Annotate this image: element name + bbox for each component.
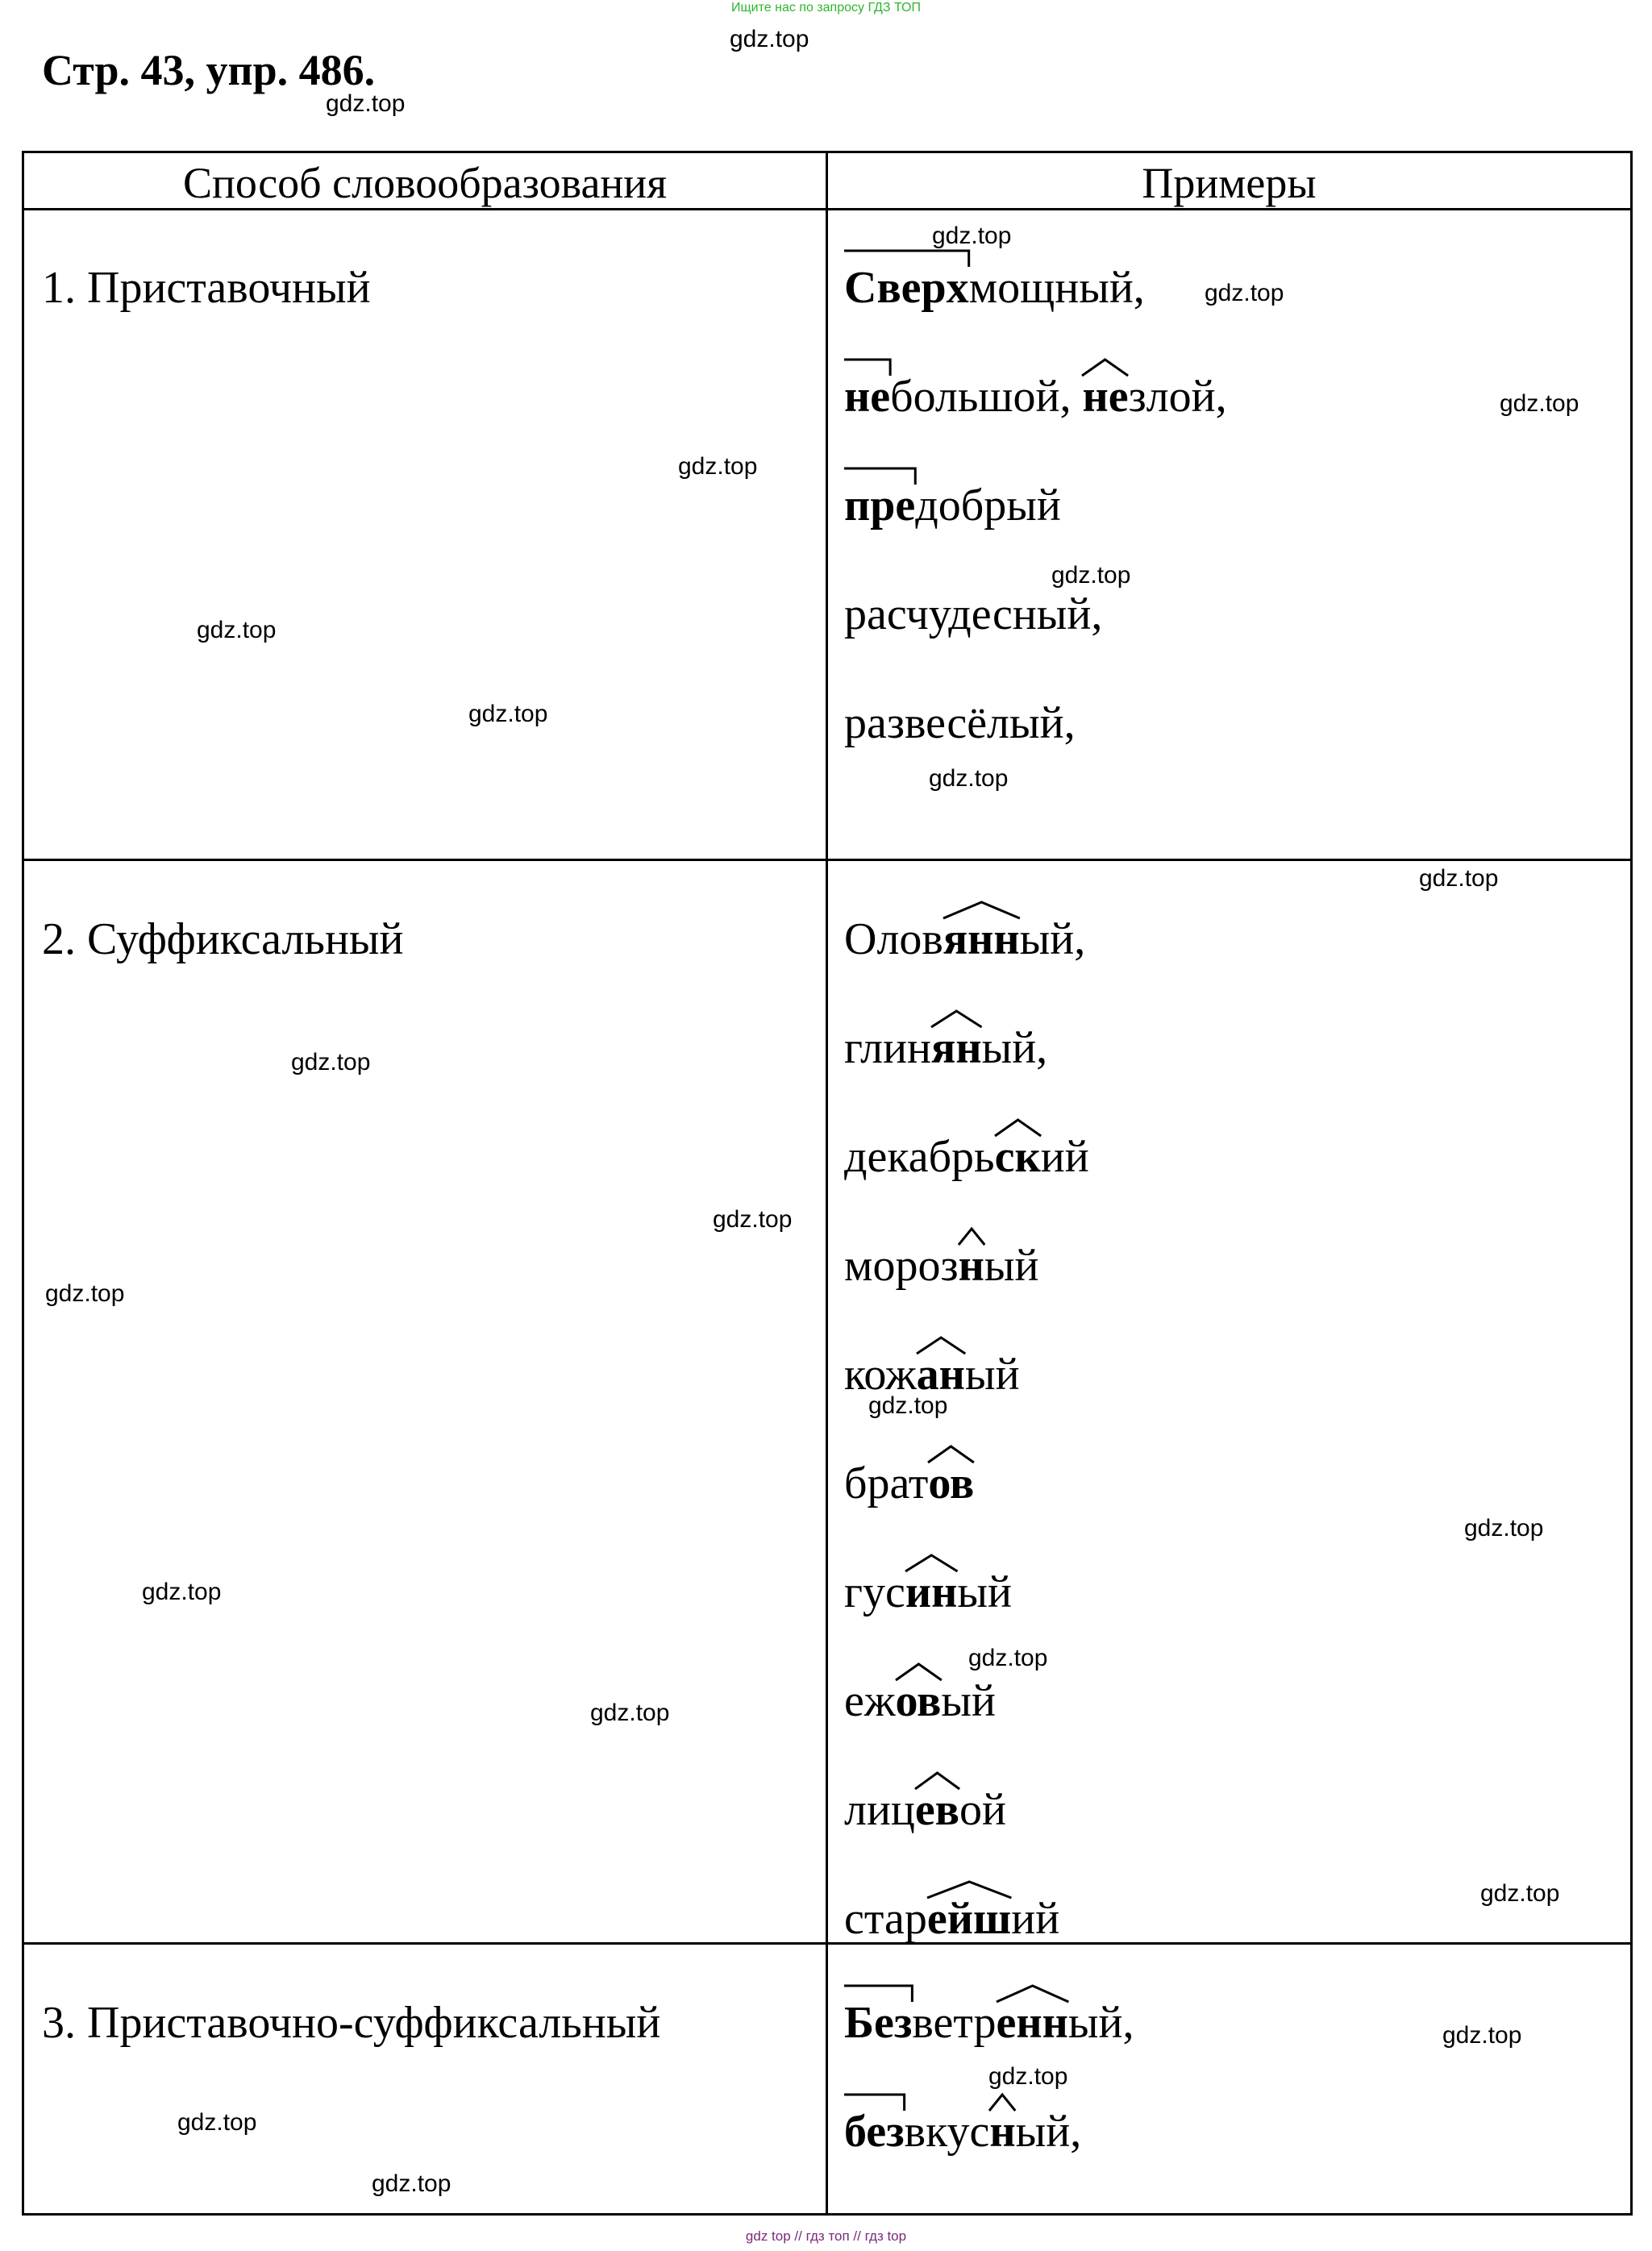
word-part: ой — [959, 1785, 1006, 1835]
suffix-mark — [893, 1661, 944, 1682]
prefix-mark — [842, 248, 972, 268]
suffix-mark — [987, 2091, 1018, 2112]
watermark-text: gdz.top — [730, 26, 809, 52]
prefix-mark — [842, 465, 918, 486]
word-part: Олов — [844, 914, 943, 964]
word-part: ий — [1011, 1894, 1060, 1944]
word-part: ый, — [981, 1023, 1048, 1073]
suffix-mark — [926, 1443, 976, 1464]
search-banner: Ищите нас по запросу ГДЗ ТОП — [731, 1, 921, 15]
word-part: добрый — [915, 481, 1061, 531]
word-part: декабрь — [844, 1132, 995, 1182]
prefix-mark — [842, 356, 893, 377]
example-word — [844, 1784, 1006, 1836]
watermark-text: gdz.top — [45, 1280, 125, 1307]
example-word — [844, 589, 1102, 640]
watermark-text: gdz.top — [590, 1700, 670, 1726]
watermark-text: gdz.top — [929, 765, 1009, 792]
watermark-text: gdz.top — [1205, 280, 1284, 306]
word-part: ий — [1040, 1132, 1089, 1182]
method-prefix: 1. Приставочный — [42, 263, 371, 313]
morpheme-highlight: ск — [994, 1132, 1041, 1182]
watermark-text: gdz.top — [968, 1645, 1048, 1671]
example-word — [844, 697, 1076, 749]
watermark-text: gdz.top — [1500, 390, 1579, 417]
word-part: ветр — [912, 1998, 997, 2048]
table-border-left — [22, 151, 24, 2216]
watermark-text: gdz.top — [1442, 2022, 1522, 2049]
word-part: глин — [844, 1023, 932, 1073]
suffix-mark — [913, 1770, 963, 1791]
word-part: ый — [964, 1350, 1020, 1400]
watermark-text: gdz.top — [1464, 1515, 1544, 1542]
morpheme-highlight: ан — [916, 1350, 965, 1400]
word-part: ый — [984, 1241, 1039, 1291]
morpheme-highlight: н — [958, 1241, 984, 1291]
watermark-text: gdz.top — [678, 453, 758, 480]
morpheme-highlight: ев — [914, 1785, 959, 1835]
word-part: расчудесный, — [844, 589, 1103, 639]
example-word — [844, 1997, 1134, 2049]
morpheme-highlight: Сверх — [844, 263, 969, 313]
footer-text: gdz top // гдз топ // гдз top — [745, 2228, 907, 2244]
morpheme-highlight: янн — [943, 914, 1020, 964]
prefix-mark — [842, 1983, 915, 2003]
table-column-divider — [826, 151, 828, 2216]
word-part: мороз — [844, 1241, 959, 1291]
watermark-text: gdz.top — [1051, 562, 1131, 589]
suffix-mark — [956, 1225, 988, 1246]
morpheme-highlight: ян — [931, 1023, 982, 1073]
example-word — [844, 1131, 1089, 1183]
example-word — [844, 913, 1085, 965]
word-part: стар — [844, 1894, 927, 1944]
example-word — [844, 1675, 996, 1727]
word-part: ый, — [1067, 1998, 1134, 2048]
morpheme-highlight: не — [1082, 372, 1129, 422]
example-word — [844, 371, 1227, 422]
watermark-text: gdz.top — [326, 90, 406, 117]
morpheme-highlight: ов — [895, 1676, 942, 1726]
word-part: еж — [844, 1676, 896, 1726]
morpheme-highlight: ейш — [926, 1894, 1012, 1944]
word-part: брат — [844, 1458, 929, 1508]
word-part: мощный, — [968, 263, 1145, 313]
suffix-mark — [925, 1879, 1014, 1899]
morpheme-highlight: ин — [905, 1567, 958, 1617]
example-word — [844, 1458, 974, 1509]
method-suffix: 2. Суффиксальный — [42, 914, 404, 964]
morpheme-highlight: ов — [928, 1458, 975, 1508]
header-examples: Примеры — [1142, 159, 1317, 207]
suffix-mark — [994, 1983, 1072, 2003]
suffix-mark — [903, 1552, 960, 1573]
example-word — [844, 1022, 1047, 1074]
example-word — [844, 480, 1061, 531]
word-part: большой, — [890, 372, 1083, 422]
suffix-mark — [941, 899, 1022, 920]
watermark-text: gdz.top — [142, 1579, 222, 1605]
watermark-text: gdz.top — [1419, 865, 1499, 892]
morpheme-highlight: не — [844, 372, 891, 422]
watermark-text: gdz.top — [713, 1206, 793, 1233]
watermark-text: gdz.top — [197, 617, 277, 643]
watermark-text: gdz.top — [932, 223, 1012, 249]
table-border-right — [1630, 151, 1633, 2216]
suffix-mark — [992, 1117, 1044, 1138]
morpheme-highlight: Без — [844, 1998, 913, 2048]
word-part: вкус — [904, 2107, 990, 2157]
example-word — [844, 1567, 1012, 1618]
word-part: ый, — [1015, 2107, 1082, 2157]
morpheme-highlight: н — [989, 2107, 1016, 2157]
example-word — [844, 1893, 1059, 1945]
word-part: ый — [957, 1567, 1012, 1617]
watermark-text: gdz.top — [372, 2170, 451, 2197]
example-word — [844, 2106, 1081, 2157]
watermark-text: gdz.top — [1480, 1880, 1560, 1907]
watermark-text: gdz.top — [868, 1392, 948, 1419]
suffix-mark — [914, 1334, 968, 1355]
word-part: развесёлый, — [844, 698, 1076, 748]
prefix-mark — [842, 2091, 907, 2112]
morpheme-highlight: енн — [996, 1998, 1068, 2048]
method-prefix-suffix: 3. Приставочно-суффиксальный — [42, 1998, 661, 2048]
watermark-text: gdz.top — [988, 2063, 1068, 2090]
word-part: ый — [941, 1676, 996, 1726]
word-part: лиц — [844, 1785, 915, 1835]
page-title: Стр. 43, упр. 486. — [42, 46, 376, 94]
watermark-text: gdz.top — [291, 1049, 371, 1076]
word-part: гус — [844, 1567, 905, 1617]
morpheme-highlight: пре — [844, 481, 916, 531]
watermark-text: gdz.top — [468, 701, 548, 727]
suffix-mark — [929, 1008, 984, 1029]
header-method: Способ словообразования — [182, 159, 668, 207]
word-part: кож — [844, 1350, 917, 1400]
suffix-mark — [1080, 356, 1131, 377]
example-word — [844, 262, 1145, 314]
example-word — [844, 1240, 1038, 1292]
word-part: ый, — [1019, 914, 1086, 964]
morpheme-highlight: без — [844, 2107, 905, 2157]
word-part: злой, — [1128, 372, 1227, 422]
watermark-text: gdz.top — [177, 2109, 257, 2136]
